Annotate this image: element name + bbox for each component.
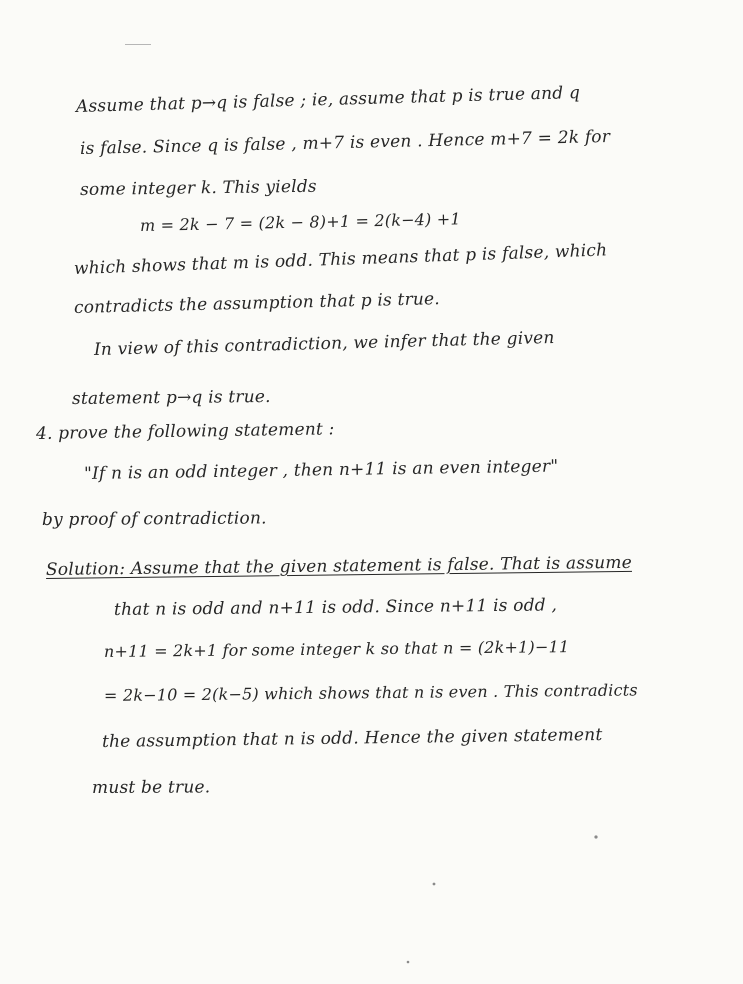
note-line: by proof of contradiction.: [41, 508, 267, 530]
note-line: statement p→q is true.: [71, 386, 271, 409]
note-line: Assume that p→q is false ; ie, assume that p is true and q: [75, 82, 581, 117]
note-line: some integer k. This yields: [79, 176, 317, 200]
note-line: which shows that m is odd. This means that p is false, which: [73, 240, 608, 279]
note-line: the assumption that n is odd. Hence the given statement: [101, 725, 603, 752]
note-line: that n is odd and n+11 is odd. Since n+11 is odd ,: [113, 595, 558, 620]
note-line: must be true.: [91, 777, 211, 798]
note-line: = 2k−10 = 2(k−5) which shows that n is even . This contradicts: [103, 680, 638, 705]
solution-line: Solution: Assume that the given statement is false. That is assume: [45, 552, 633, 580]
question-heading: 4. prove the following statement :: [35, 419, 335, 444]
quoted-statement: "If n is an odd integer , then n+11 is an even integer": [83, 456, 559, 484]
equation-line: m = 2k − 7 = (2k − 8)+1 = 2(k−4) +1: [139, 209, 461, 235]
note-line: contradicts the assumption that p is true.: [73, 289, 441, 318]
note-line: In view of this contradiction, we infer that the given: [93, 327, 555, 360]
note-line: n+11 = 2k+1 for some integer k so that n = (2k+1)−11: [103, 637, 570, 661]
note-line: is false. Since q is false , m+7 is even . Hence m+7 = 2k for: [79, 126, 611, 159]
